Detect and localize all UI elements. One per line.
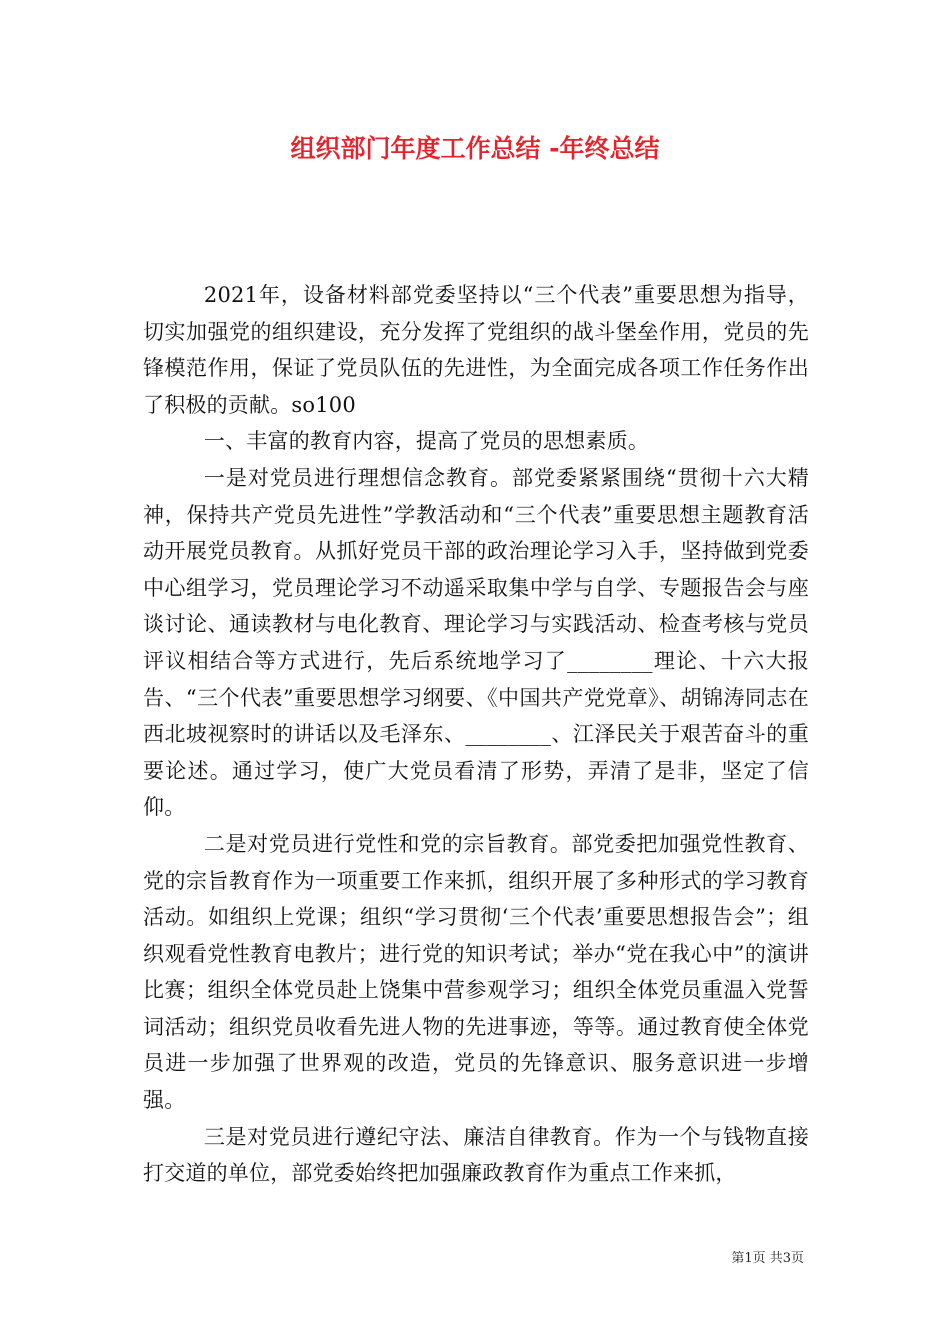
- paragraph-intro: 2021年，设备材料部党委坚持以“三个代表”重要思想为指导，切实加强党的组织建设，充分发挥了党组织的战斗堡垒作用，党员的先锋模范作用，保证了党员队伍的先进性，为全面完成各项工作任务作出了积极的贡献。so100: [143, 283, 809, 417]
- paragraph-discipline-education: 三是对党员进行遵纪守法、廉洁自律教育。作为一个与钱物直接打交道的单位，部党委始终把加强廉政教育作为重点工作来抓，: [143, 1124, 809, 1186]
- paragraph-party-spirit-education: 二是对党员进行党性和党的宗旨教育。部党委把加强党性教育、党的宗旨教育作为一项重要工作来抓，组织开展了多种形式的学习教育活动。如组织上党课；组织“学习贯彻‘三个代表’重要思想报告会”；组织观看党性教育电教片；进行党的知识考试；举办“党在我心中”的演讲比赛；组织全体党员赴上饶集中营参观学习；组织全体党员重温入党誓词活动；组织党员收看先进人物的先进事迹，等等。通过教育使全体党员进一步加强了世界观的改造，党员的先锋意识、服务意识进一步增强。: [143, 831, 809, 1113]
- document-title: 组织部门年度工作总结 -年终总结: [290, 134, 660, 163]
- paragraph-ideal-belief-education: 一是对党员进行理想信念教育。部党委紧紧围绕“贯彻十六大精神，保持共产党员先进性”学教活动和“三个代表”重要思想主题教育活动开展党员教育。从抓好党员干部的政治理论学习入手，坚持做到党委中心组学习，党员理论学习不动遥采取集中学与自学、专题报告会与座谈讨论、通读教材与电化教育、理论学习与实践活动、检查考核与党员评议相结合等方式进行，先后系统地学习了________理论、十六大报告、“三个代表”重要思想学习纲要、《中国共产党党章》、胡锦涛同志在西北坡视察时的讲话以及毛泽东、________、江泽民关于艰苦奋斗的重要论述。通过学习，使广大党员看清了形势，弄清了是非，坚定了信仰。: [143, 465, 809, 820]
- paragraph-section-heading: 一、丰富的教育内容，提高了党员的思想素质。: [203, 429, 650, 454]
- page-number-footer: 第1页 共3页: [731, 1251, 804, 1266]
- document-body: [143, 277, 809, 1192]
